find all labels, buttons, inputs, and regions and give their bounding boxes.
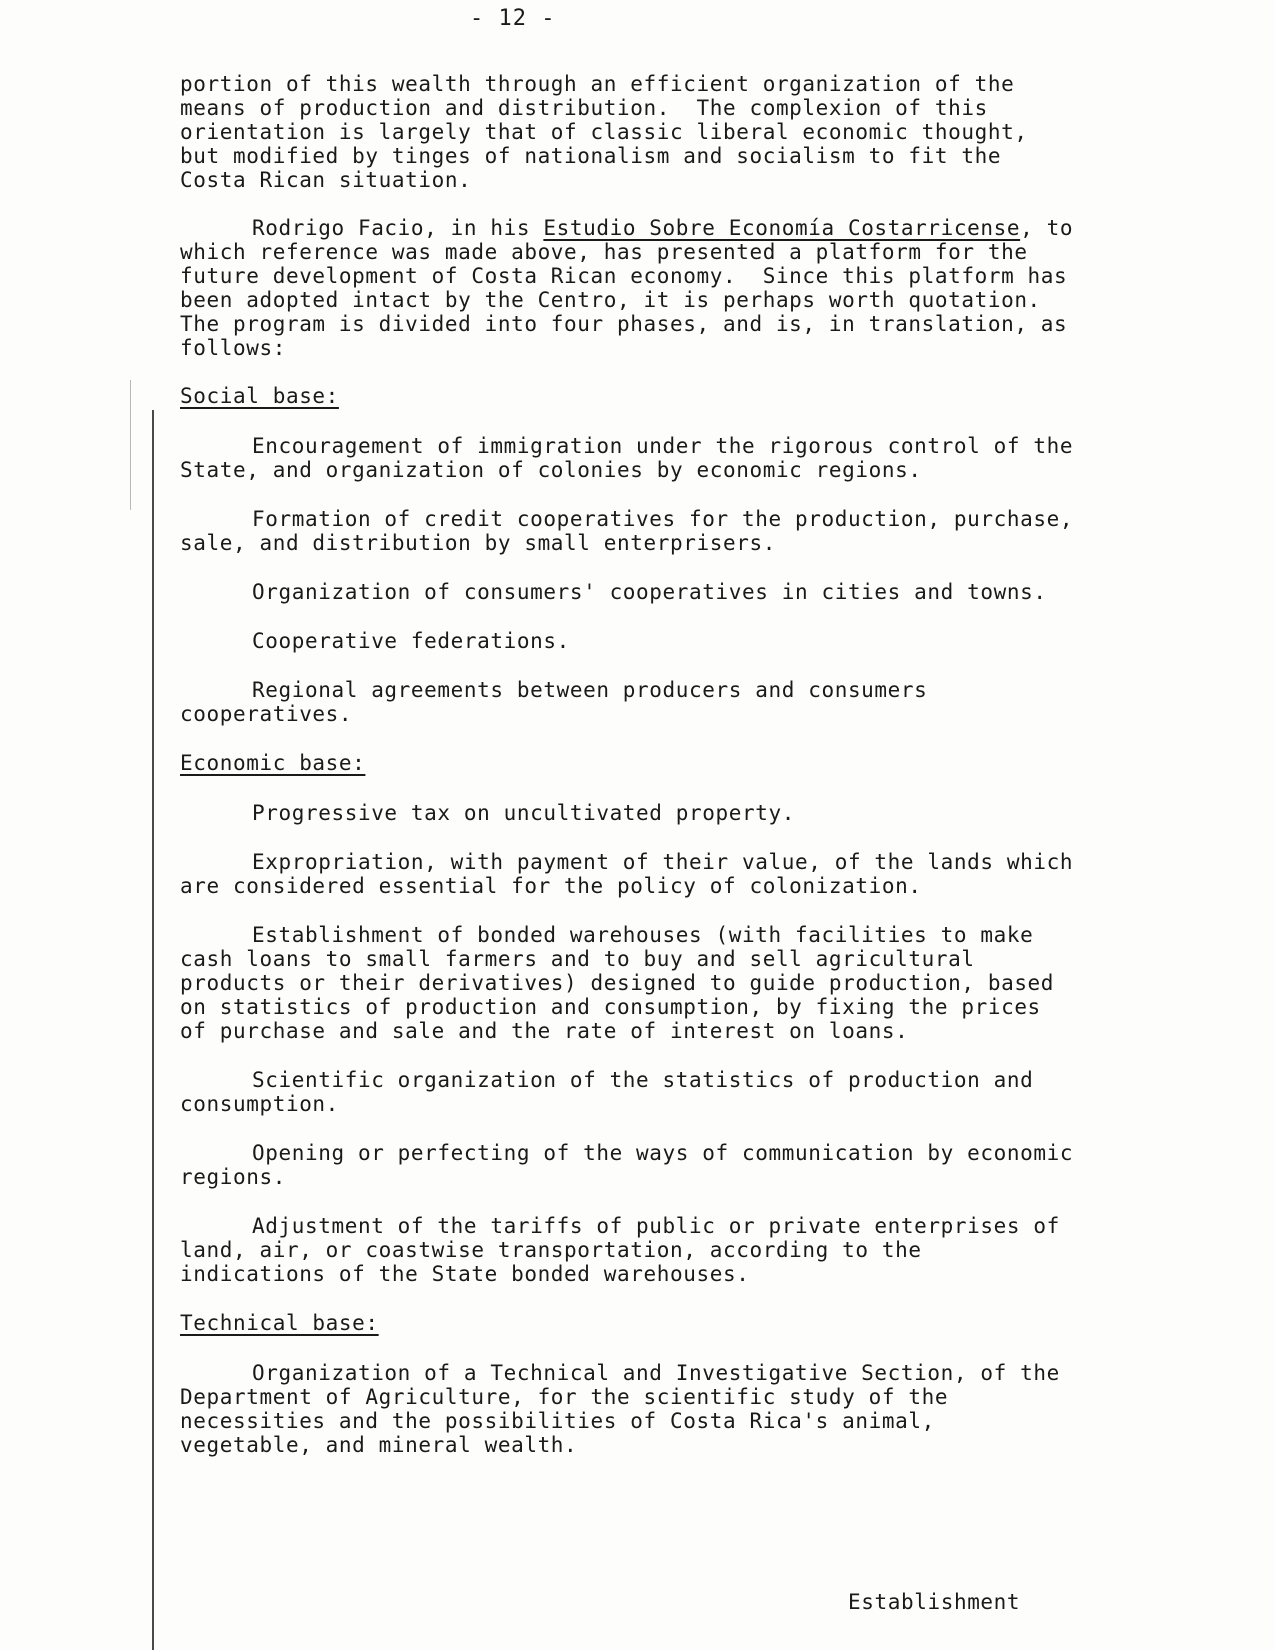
- list-item: Organization of consumers' cooperatives in cities and towns.: [252, 580, 1047, 604]
- section-heading-social: Social base:: [180, 384, 339, 408]
- page-number: - 12 -: [470, 6, 556, 31]
- list-item: Organization of a Technical and Investigative Section, of the Department of Agriculture, for the scientific study of the necessities and the possibilities of Costa Rica's animal, vegetable, and mineral wealth.: [180, 1361, 1074, 1457]
- document-body: [180, 72, 1087, 1482]
- list-item: Formation of credit cooperatives for the production, purchase, sale, and distribution by small enterprisers.: [180, 507, 1087, 555]
- paragraph-text: Rodrigo Facio, in his: [252, 216, 544, 240]
- paragraph-text: , to which reference was made above, has presented a platform for the future development of Costa Rican economy. Since this platform has been adopted intact by the Centro, it is perhaps worth quotation. The program is divided into four phases, and is, in translation, as follows:: [180, 216, 1087, 360]
- list-item: Regional agreements between producers and consumers cooperatives.: [180, 678, 941, 726]
- section-heading-technical: Technical base:: [180, 1311, 379, 1335]
- paragraph-continuation: portion of this wealth through an efficient organization of the means of production and distribution. The complexion of this orientation is largely that of classic liberal economic thought, but modified by tinges of nationalism and socialism to fit the Costa Rican situation.: [180, 72, 1041, 192]
- list-item: Opening or perfecting of the ways of communication by economic regions.: [180, 1141, 1087, 1189]
- list-item: Establishment of bonded warehouses (with facilities to make cash loans to small farmers and to buy and sell agricultural products or their derivatives) designed to guide production, based on statistics of production and consumption, by fixing the prices of purchase and sale and the rate of interest on loans.: [180, 923, 1068, 1043]
- book-title: Estudio Sobre Economía Costarricense: [543, 216, 1021, 240]
- margin-mark: [130, 380, 131, 510]
- list-item: Progressive tax on uncultivated property.: [252, 801, 795, 825]
- list-item: Scientific organization of the statistics of production and consumption.: [180, 1068, 1047, 1116]
- list-item: Cooperative federations.: [252, 629, 570, 653]
- section-heading-economic: Economic base:: [180, 751, 366, 775]
- paragraph-platform-intro: [180, 216, 1087, 360]
- margin-line: [152, 410, 154, 1650]
- list-item: Encouragement of immigration under the rigorous control of the State, and organization of colonies by economic regions.: [180, 434, 1087, 482]
- catchword: Establishment: [848, 1590, 1021, 1614]
- list-item: Adjustment of the tariffs of public or private enterprises of land, air, or coastwise transportation, according to the indications of the State bonded warehouses.: [180, 1214, 1074, 1286]
- list-item: Expropriation, with payment of their value, of the lands which are considered essential for the policy of colonization.: [180, 850, 1087, 898]
